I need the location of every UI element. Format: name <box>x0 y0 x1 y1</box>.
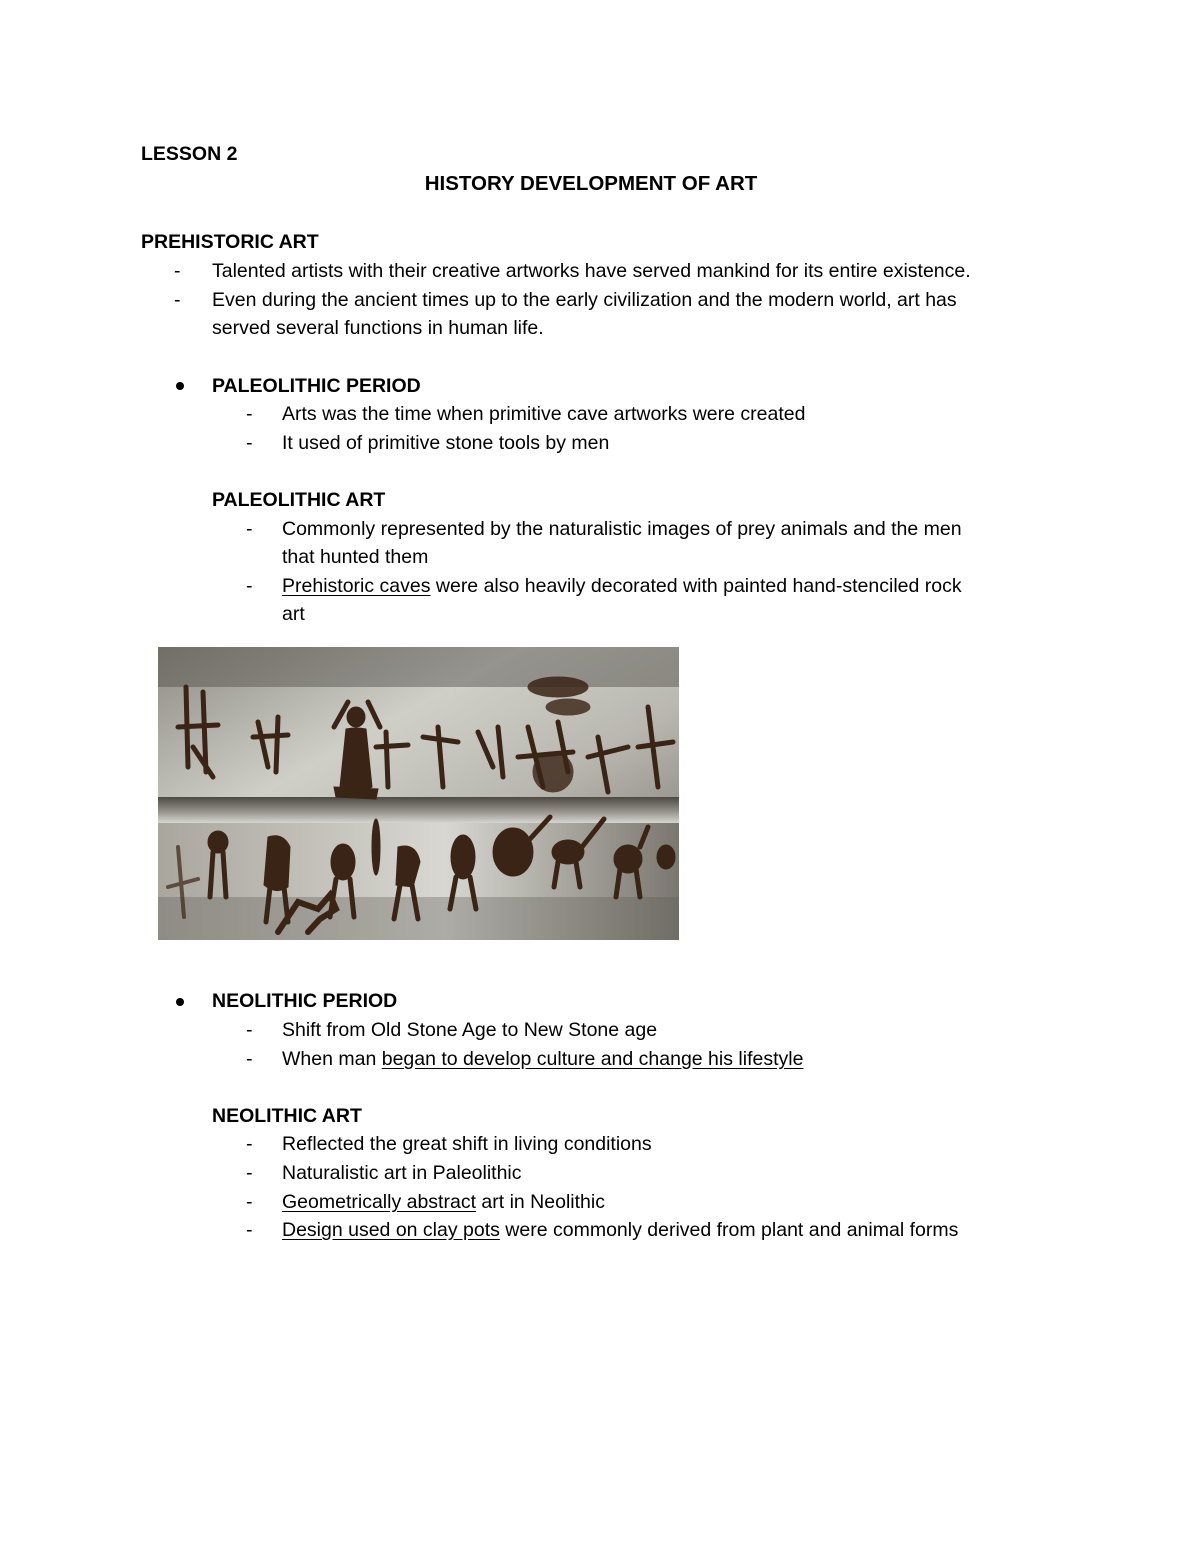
list-item-text: art in Neolithic <box>475 1191 605 1213</box>
list-dash: - <box>246 1133 253 1155</box>
list-dash: - <box>246 1191 253 1213</box>
section-heading-paleolithic-art: PALEOLITHIC ART <box>212 489 386 511</box>
list-item-continuation: that hunted them <box>282 546 429 568</box>
section-heading-neolithic-art: NEOLITHIC ART <box>212 1105 362 1127</box>
section-heading-prehistoric-art: PREHISTORIC ART <box>141 231 319 253</box>
list-dash: - <box>246 575 253 597</box>
section-heading-paleolithic-period: PALEOLITHIC PERIOD <box>212 375 421 397</box>
lesson-label: LESSON 2 <box>141 143 238 165</box>
list-dash: - <box>174 260 181 282</box>
list-item: It used of primitive stone tools by men <box>282 432 610 454</box>
underlined-term: Prehistoric caves <box>282 575 431 597</box>
list-item-continuation: art <box>282 603 305 625</box>
list-dash: - <box>246 1162 253 1184</box>
list-item-text: When man <box>282 1048 382 1070</box>
section-heading-neolithic-period: NEOLITHIC PERIOD <box>212 990 398 1012</box>
list-dash: - <box>246 1219 253 1241</box>
bullet-icon <box>176 998 184 1006</box>
list-item: Even during the ancient times up to the early civilization and the modern world, art has <box>212 289 957 311</box>
list-item: Naturalistic art in Paleolithic <box>282 1162 522 1184</box>
cave-painting-image <box>158 647 679 940</box>
bullet-icon <box>176 382 184 390</box>
list-item-continuation: served several functions in human life. <box>212 317 544 339</box>
list-item <box>282 574 962 598</box>
underlined-term: Geometrically abstract <box>282 1191 476 1213</box>
list-item-text: were commonly derived from plant and animal forms <box>499 1219 959 1241</box>
page-title: HISTORY DEVELOPMENT OF ART <box>424 172 758 195</box>
underlined-term: began to develop culture and change his lifestyle <box>381 1048 804 1070</box>
list-item: Commonly represented by the naturalistic images of prey animals and the men <box>282 518 962 540</box>
underlined-term: Design used on clay pots <box>282 1219 500 1241</box>
list-item <box>282 1190 605 1214</box>
list-item <box>282 1218 958 1242</box>
list-dash: - <box>246 403 253 425</box>
list-dash: - <box>246 518 253 540</box>
list-item <box>282 1047 803 1071</box>
list-item: Arts was the time when primitive cave artworks were created <box>282 403 806 425</box>
list-item: Shift from Old Stone Age to New Stone age <box>282 1019 658 1041</box>
list-dash: - <box>246 1048 253 1070</box>
list-item: Talented artists with their creative artworks have served mankind for its entire existence. <box>212 260 971 282</box>
list-item-text: were also heavily decorated with painted hand-stenciled rock <box>430 575 962 597</box>
list-dash: - <box>174 289 181 311</box>
list-item: Reflected the great shift in living conditions <box>282 1133 652 1155</box>
list-dash: - <box>246 1019 253 1041</box>
list-dash: - <box>246 432 253 454</box>
